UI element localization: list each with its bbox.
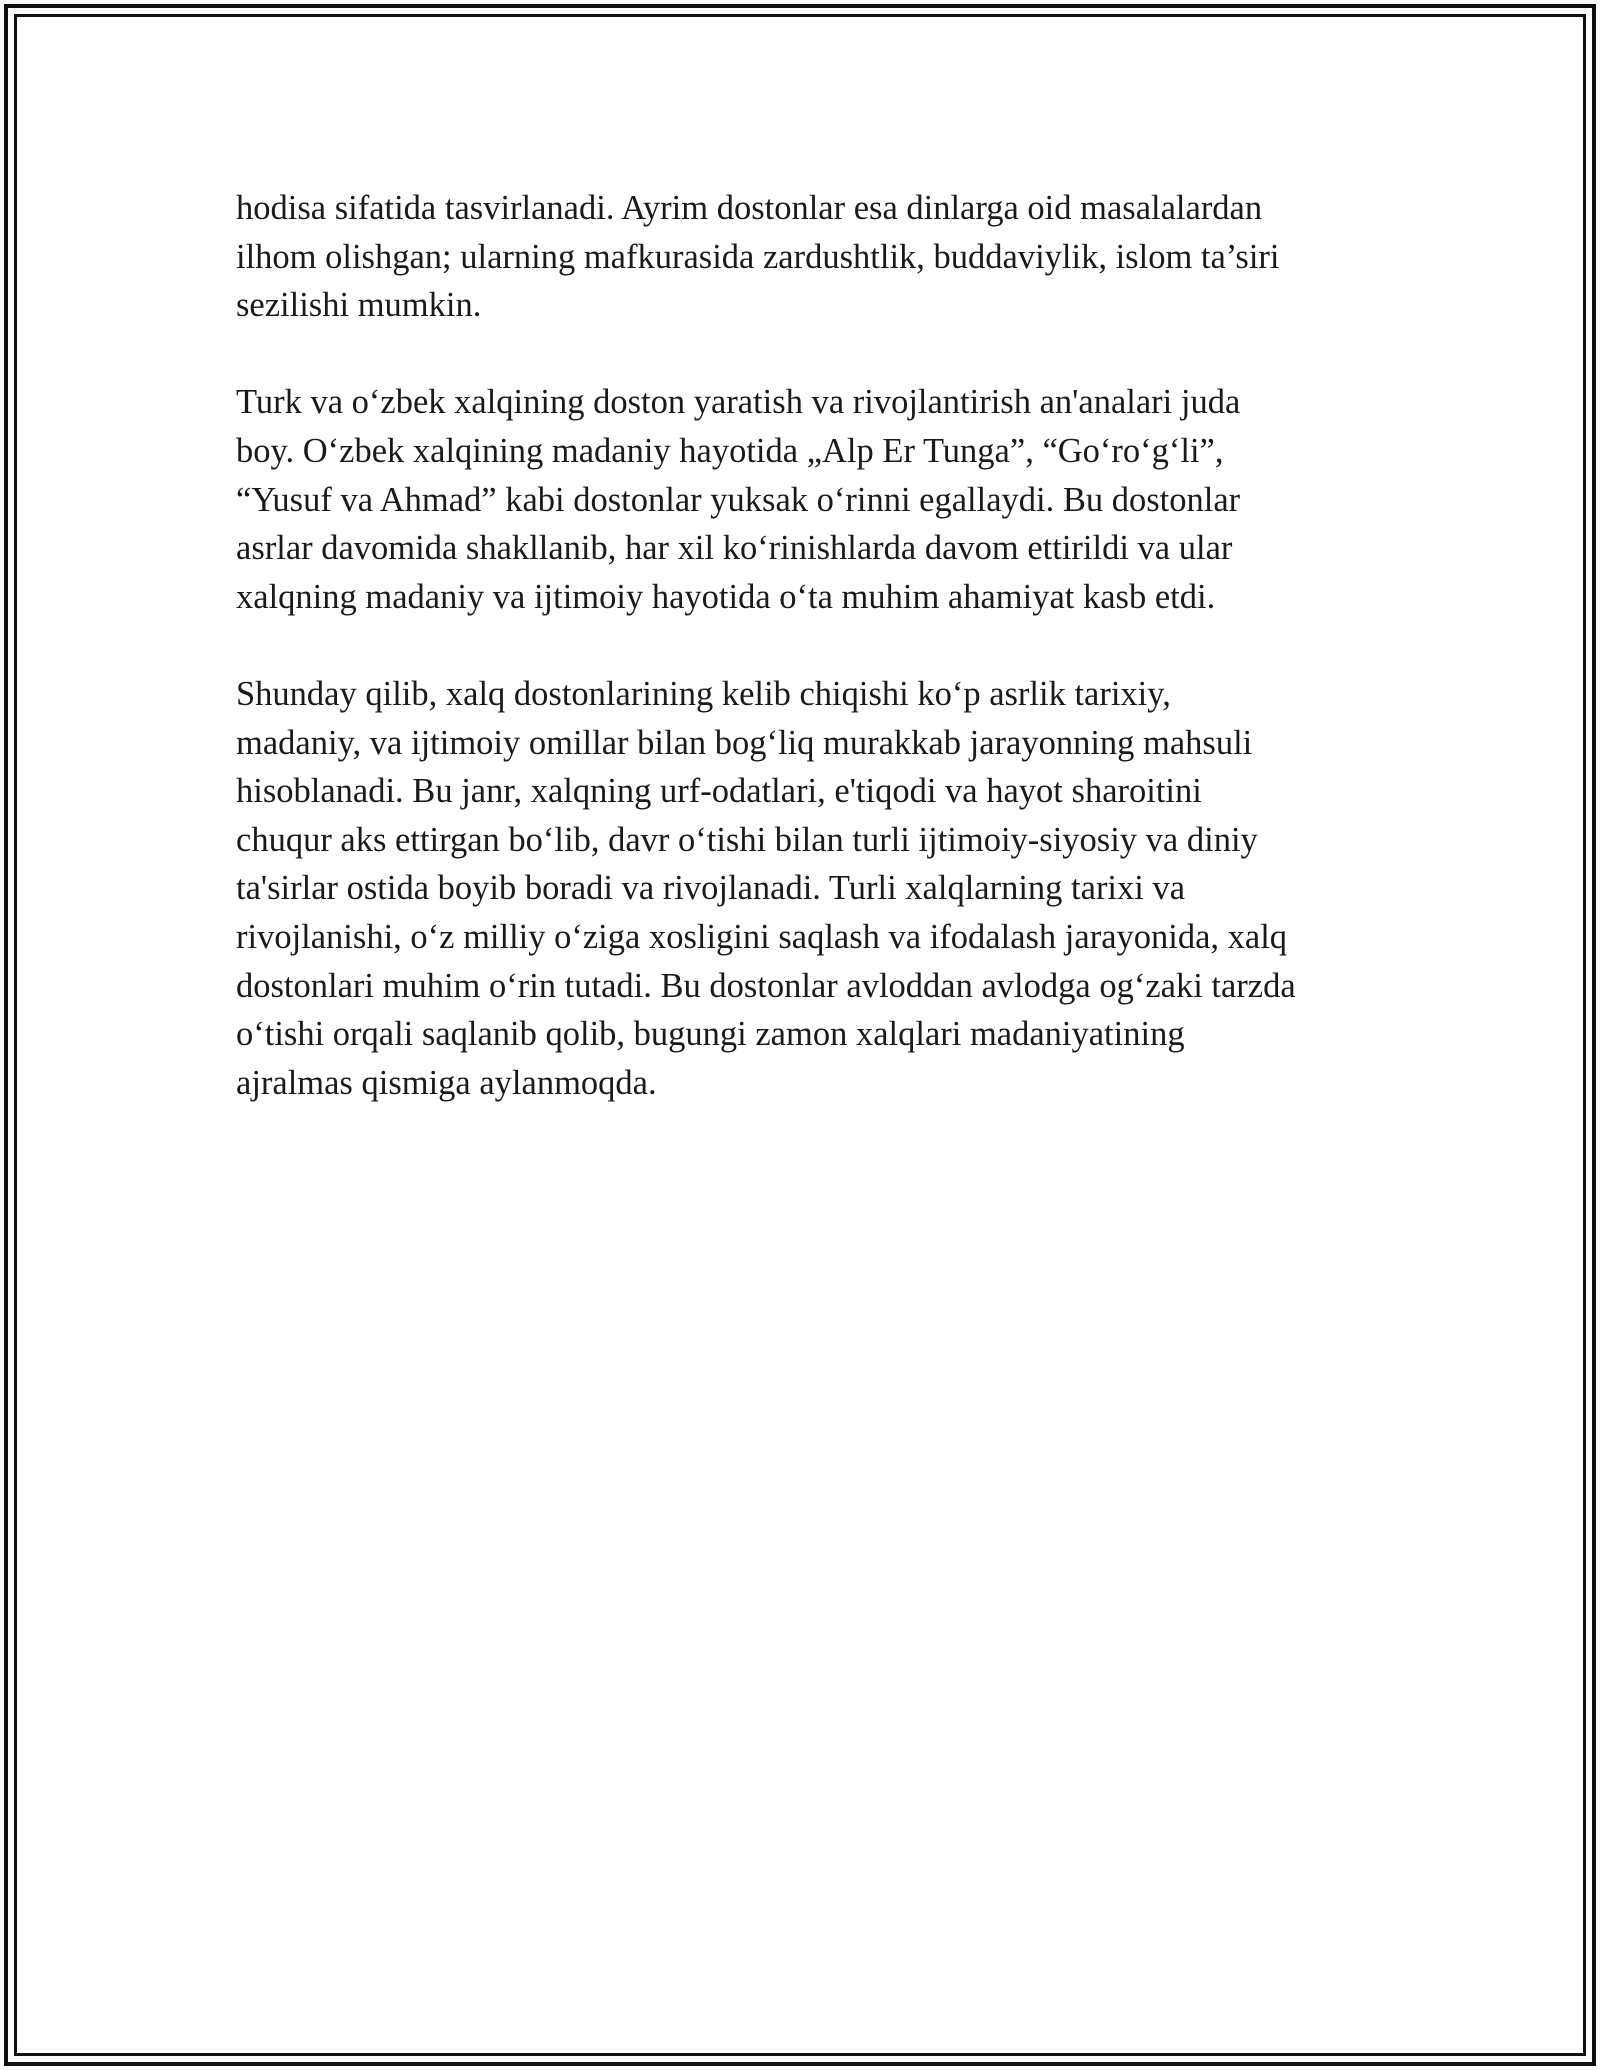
text-line: ajralmas qismiga aylanmoqda. — [236, 1063, 657, 1102]
text-line: xalqning madaniy va ijtimoiy hayotida o‘ta muhim ahamiyat kasb etdi. — [236, 577, 1216, 616]
text-line: hodisa sifatida tasvirlanadi. Ayrim dostonlar esa dinlarga oid masalalardan — [236, 189, 1263, 227]
paragraph-2 — [236, 378, 1366, 621]
text-line: ta'sirlar ostida boyib boradi va rivojlanadi. Turli xalqlarning tarixi va — [236, 869, 1186, 908]
text-line: rivojlanishi, o‘z milliy o‘ziga xosligini saqlash va ifodalash jarayonida, xalq — [236, 917, 1288, 956]
text-line: Shunday qilib, xalq dostonlarining kelib chiqishi ko‘p asrlik tarixiy, — [236, 674, 1171, 713]
text-line: asrlar davomida shakllanib, har xil ko‘rinishlarda davom ettirildi va ular — [236, 529, 1233, 568]
paragraph-3 — [236, 670, 1366, 1107]
text-line: sezilishi mumkin. — [236, 286, 482, 325]
text-line: o‘tishi orqali saqlanib qolib, bugungi zamon xalqlari madaniyatining — [236, 1015, 1185, 1054]
document-body — [236, 184, 1366, 1156]
text-line: ilhom olishgan; ularning mafkurasida zardushtlik, buddaviylik, islom ta’siri — [236, 237, 1280, 276]
text-line: Turk va o‘zbek xalqining doston yaratish va rivojlantirish an'analari juda — [236, 383, 1241, 422]
text-line: dostonlari muhim o‘rin tutadi. Bu dostonlar avloddan avlodga og‘zaki tarzda — [236, 966, 1296, 1005]
text-line: madaniy, va ijtimoiy omillar bilan bog‘liq murakkab jarayonning mahsuli — [236, 723, 1253, 762]
text-line: “Yusuf va Ahmad” kabi dostonlar yuksak o‘rinni egallaydi. Bu dostonlar — [236, 480, 1241, 519]
text-line: chuqur aks ettirgan bo‘lib, davr o‘tishi bilan turli ijtimoiy-siyosiy va diniy — [236, 820, 1258, 859]
paragraph-1 — [236, 184, 1366, 330]
text-line: hisoblanadi. Bu janr, xalqning urf-odatlari, e'tiqodi va hayot sharoitini — [236, 772, 1202, 811]
text-line: boy. O‘zbek xalqining madaniy hayotida „Alp Er Tunga”, “Go‘ro‘g‘li”, — [236, 431, 1224, 470]
